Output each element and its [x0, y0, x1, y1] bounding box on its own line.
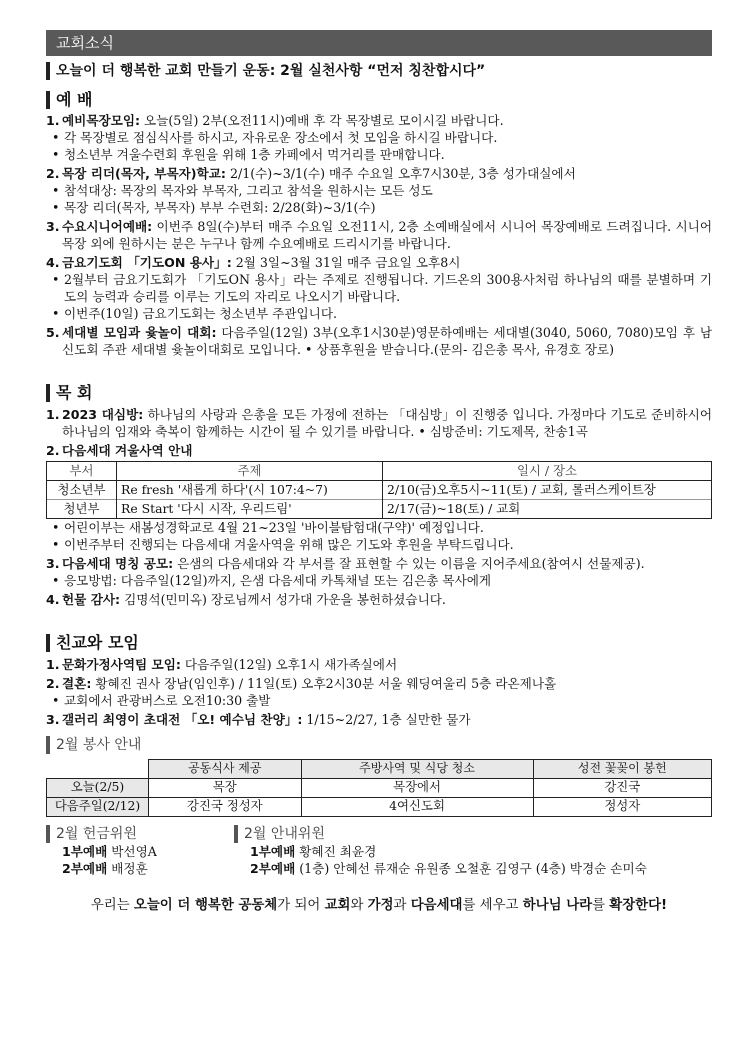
item-number: 1.: [46, 656, 60, 672]
item-title: 예비목장모임:: [62, 113, 141, 129]
bullet-text: 교회에서 관광버스로 오전10:30 출발: [64, 692, 271, 708]
roster-row: [234, 843, 712, 860]
item-title: 세대별 모임과 윷놀이 대회:: [62, 325, 217, 341]
bullet-item: • 이번주(10일) 금요기도회는 청소년부 주관입니다.: [46, 305, 712, 322]
bullet-text: 2월부터 금요기도회가 「기도ON 용사」라는 주제로 진행됩니다. 기드온의 300용사처럼 하나님의 때를 분별하며 기도의 능력과 승리를 이루는 기도의 자리로 나오시기 바랍니다.: [64, 272, 712, 305]
bullet-text: 청소년부 겨울수련회 후원을 위해 1층 카페에서 먹거리를 판매합니다.: [64, 147, 445, 163]
worship-item-5: [46, 324, 712, 358]
fellowship-item-2: [46, 675, 712, 709]
item-title: 문화가정사역팀 모임:: [62, 656, 181, 672]
item-title: 결혼:: [62, 675, 92, 691]
slogan-emphasis: 확장한다!: [609, 898, 668, 914]
row-header: 오늘(2/5): [47, 778, 149, 797]
column-header: 공동식사 제공: [149, 759, 302, 778]
item-title: 다음세대 겨울사역 안내: [62, 443, 193, 459]
item-number: 1.: [46, 113, 60, 129]
item-text: 황혜진 권사 장남(임인후) / 11일(토) 오후2시30분 서울 웨딩여울리 5층 라온제나홀: [91, 675, 557, 691]
table-cell: 강진국: [533, 778, 711, 797]
bullet-text: 이번주부터 진행되는 다음세대 겨울사역을 위해 많은 기도와 후원을 부탁드립니다.: [64, 537, 514, 553]
item-title: 갤러리 최영이 초대전 「오! 예수님 찬양」:: [62, 711, 303, 727]
slogan-emphasis: 교회: [324, 898, 351, 914]
item-title: 다음세대 명칭 공모:: [62, 556, 174, 572]
roster-label: 2부예배: [250, 861, 296, 877]
slogan-emphasis: 오늘이 더 행복한 공동체: [133, 898, 278, 914]
table-cell: Re fresh '새롭게 하다'(시 107:4~7): [117, 481, 383, 500]
bullet-item: • 응모방법: 다음주일(12일)까지, 은샘 다음세대 카톡채널 또는 김은총 목사에게: [46, 572, 712, 589]
pastoral-heading-text: 목 회: [56, 383, 93, 403]
motto-text: 오늘이 더 행복한 교회 만들기 운동: 2월 실천사항 “먼저 칭찬합시다”: [56, 63, 486, 79]
bullet-text: 목장 리더(목자, 부목자) 부부 수련회: 2/28(화)~3/1(수): [64, 200, 376, 216]
usher-heading-text: 2월 안내위원: [244, 825, 325, 842]
table-cell: 청소년부: [47, 481, 117, 500]
slogan-text: 과: [393, 898, 411, 914]
bullet-item: • 목장 리더(목자, 부목자) 부부 수련회: 2/28(화)~3/1(수): [46, 199, 712, 216]
bullet-text: 각 목장별로 점심식사를 하시고, 자유로운 장소에서 첫 모임을 하시길 바랍니다.: [64, 130, 498, 146]
item-title: 2023 대심방:: [62, 407, 144, 423]
fellowship-item-3: [46, 711, 712, 728]
heading-bar: [46, 736, 50, 754]
slogan-text: 가 되어: [277, 898, 325, 914]
bullet-item: • 각 목장별로 점심식사를 하시고, 자유로운 장소에서 첫 모임을 하시길 바랍니다.: [46, 129, 712, 146]
item-text: 은샘의 다음세대와 각 부서를 잘 표현할 수 있는 이름을 지어주세요(참여시 선물제공).: [173, 556, 645, 572]
usher-committee: [234, 825, 712, 878]
offering-committee: [46, 825, 234, 878]
roster-label: 2부예배: [62, 861, 108, 877]
item-text: 오늘(5일) 2부(오전11시)예배 후 각 목장별로 모이시길 바랍니다.: [140, 113, 504, 129]
pastoral-item-4: [46, 591, 712, 608]
heading-bar: [46, 62, 50, 80]
table-cell: 목장에서: [301, 778, 533, 797]
page-title: 교회소식: [46, 30, 712, 56]
item-text: 하나님의 사랑과 은총을 모든 가정에 전하는 「대심방」이 진행중 입니다. 가정마다 기도로 준비하시어 하나님의 임재와 축복이 함께하는 시간이 될 수 있기를 바랍니다. • 심방준비: 기도제목, 찬송1곡: [62, 407, 712, 440]
column-header: 일시 / 장소: [383, 462, 712, 481]
table-cell: 2/17(금)~18(토) / 교회: [383, 500, 712, 519]
roster-row: [46, 843, 234, 860]
item-number: 3.: [46, 219, 60, 235]
bullet-text: 참석대상: 목장의 목자와 부목자, 그리고 참석을 원하시는 모든 성도: [64, 183, 433, 199]
bullet-item: • 참석대상: 목장의 목자와 부목자, 그리고 참석을 원하시는 모든 성도: [46, 182, 712, 199]
bullet-item: • 교회에서 관광버스로 오전10:30 출발: [46, 692, 712, 709]
roster-label: 1부예배: [62, 844, 108, 860]
item-number: 2.: [46, 443, 60, 459]
table-cell: 2/10(금)오후5시~11(토) / 교회, 롤러스케이트장: [383, 481, 712, 500]
slogan-text: 를 세우고: [462, 898, 523, 914]
fellowship-heading: [46, 632, 712, 654]
worship-item-2: [46, 165, 712, 216]
item-number: 4.: [46, 592, 60, 608]
bullet-item: • 청소년부 겨울수련회 후원을 위해 1층 카페에서 먹거리를 판매합니다.: [46, 146, 712, 163]
item-number: 5.: [46, 325, 60, 341]
pastoral-heading: [46, 382, 712, 404]
table-cell: 강진국 정성자: [149, 797, 302, 816]
table-row: [47, 481, 712, 500]
worship-heading-text: 예 배: [56, 89, 93, 109]
offering-heading-text: 2월 헌금위원: [56, 825, 137, 842]
volunteers-section: [46, 825, 712, 878]
heading-bar: [234, 825, 238, 843]
item-number: 3.: [46, 711, 60, 727]
pastoral-item-1: [46, 406, 712, 440]
table-cell: 목장: [149, 778, 302, 797]
item-text: 2월 3일~3월 31일 매주 금요일 오후8시: [231, 255, 461, 271]
table-cell: Re Start '다시 시작, 우리드림': [117, 500, 383, 519]
bullet-item: • 이번주부터 진행되는 다음세대 겨울사역을 위해 많은 기도와 후원을 부탁드립니다.: [46, 536, 712, 553]
slogan-text: 와: [350, 898, 368, 914]
pastoral-item-2: [46, 442, 712, 459]
bullet-text: 어린이부는 새봄성경학교로 4월 21~23일 '바이블탐험대(구약)' 예정입니다.: [64, 520, 484, 536]
item-text: 1/15~2/27, 1층 실만한 물가: [302, 711, 471, 727]
roster-names: (1층) 안혜선 류재순 유원종 오철훈 김영구 (4층) 박경순 손미숙: [295, 861, 647, 877]
slogan-emphasis: 다음세대: [410, 898, 463, 914]
heading-bar: [46, 825, 50, 843]
table-cell: 4여신도회: [301, 797, 533, 816]
spacer: [46, 608, 712, 624]
footer-slogan: [46, 897, 712, 915]
heading-bar: [46, 384, 50, 402]
table-cell: 청년부: [47, 500, 117, 519]
table-row: [47, 778, 712, 797]
bullet-item: • 2월부터 금요기도회가 「기도ON 용사」라는 주제로 진행됩니다. 기드온의 300용사처럼 하나님의 때를 분별하며 기도의 능력과 승리를 이루는 기도의 자리로 나오시기 바랍니다.: [52, 272, 712, 305]
roster-row: [234, 860, 712, 877]
worship-item-1: [46, 112, 712, 163]
table-row: [47, 797, 712, 816]
bullet-text: 응모방법: 다음주일(12일)까지, 은샘 다음세대 카톡채널 또는 김은총 목사에게: [64, 573, 492, 589]
item-number: 2.: [46, 675, 60, 691]
bullet-text: 이번주(10일) 금요기도회는 청소년부 주관입니다.: [64, 306, 338, 322]
item-text: 김명석(민미옥) 장로님께서 성가대 가운을 봉헌하셨습니다.: [120, 592, 446, 608]
column-header: 주제: [117, 462, 383, 481]
offering-heading: [46, 825, 234, 844]
worship-list: [46, 112, 712, 358]
heading-bar: [46, 91, 50, 109]
service-heading: [46, 736, 712, 755]
roster-row: [46, 860, 234, 877]
roster-names: 박선영A: [107, 844, 157, 860]
spacer: [46, 358, 712, 374]
corner-cell: [47, 759, 149, 778]
slogan-emphasis: 하나님 나라: [522, 898, 593, 914]
item-text: 2/1(수)~3/1(수) 매주 수요일 오후7시30분, 3층 성가대실에서: [225, 166, 576, 182]
news-page: [46, 30, 712, 916]
fellowship-list: [46, 656, 712, 728]
worship-item-4: [46, 254, 712, 322]
service-heading-text: 2월 봉사 안내: [56, 736, 142, 753]
bullet-item: • 어린이부는 새봄성경학교로 4월 21~23일 '바이블탐험대(구약)' 예정입니다.: [46, 519, 712, 536]
row-header: 다음주일(2/12): [47, 797, 149, 816]
item-number: 2.: [46, 166, 60, 182]
table-cell: 정성자: [533, 797, 711, 816]
item-number: 3.: [46, 556, 60, 572]
winter-ministry-table: [46, 461, 712, 519]
item-number: 1.: [46, 407, 60, 423]
roster-label: 1부예배: [250, 844, 296, 860]
worship-item-3: [46, 218, 712, 252]
fellowship-heading-text: 친교와 모임: [56, 633, 139, 653]
service-table: [46, 759, 712, 817]
slogan-text: 우리는: [90, 898, 134, 914]
column-header: 성전 꽃꽂이 봉헌: [533, 759, 711, 778]
item-title: 헌물 감사:: [62, 592, 121, 608]
fellowship-item-1: [46, 656, 712, 673]
heading-bar: [46, 634, 50, 652]
pastoral-item-3: [46, 555, 712, 589]
item-number: 4.: [46, 255, 60, 271]
worship-heading: [46, 89, 712, 111]
item-text: 다음주일(12일) 오후1시 새가족실에서: [180, 656, 398, 672]
item-title: 수요시니어예배:: [62, 219, 153, 235]
column-header: 부서: [47, 462, 117, 481]
item-text: 이번주 8일(수)부터 매주 수요일 오전11시, 2층 소예배실에서 시니어 목장예배로 드려집니다. 시니어 목장 외에 원하시는 분은 누구나 함께 수요예배로 드리시기를 바랍니다.: [62, 219, 712, 252]
slogan-emphasis: 가정: [367, 898, 394, 914]
item-title: 금요기도회 「기도ON 용사」:: [62, 255, 232, 271]
slogan-text: 를: [592, 898, 610, 914]
motto-heading: [46, 62, 712, 81]
roster-names: 황혜진 최윤경: [295, 844, 377, 860]
usher-heading: [234, 825, 712, 844]
table-row: [47, 500, 712, 519]
item-title: 목장 리더(목자, 부목자)학교:: [62, 166, 226, 182]
item-text: 다음주일(12일) 3부(오후1시30분)영문하예배는 세대별(3040, 5060, 7080)모임 후 남신도회 주관 세대별 윷놀이대회로 모입니다. • 상품후원을 받습니다.(문의- 김은총 목사, 유경호 장로): [62, 325, 712, 358]
roster-names: 배정훈: [107, 861, 148, 877]
column-header: 주방사역 및 식당 청소: [301, 759, 533, 778]
